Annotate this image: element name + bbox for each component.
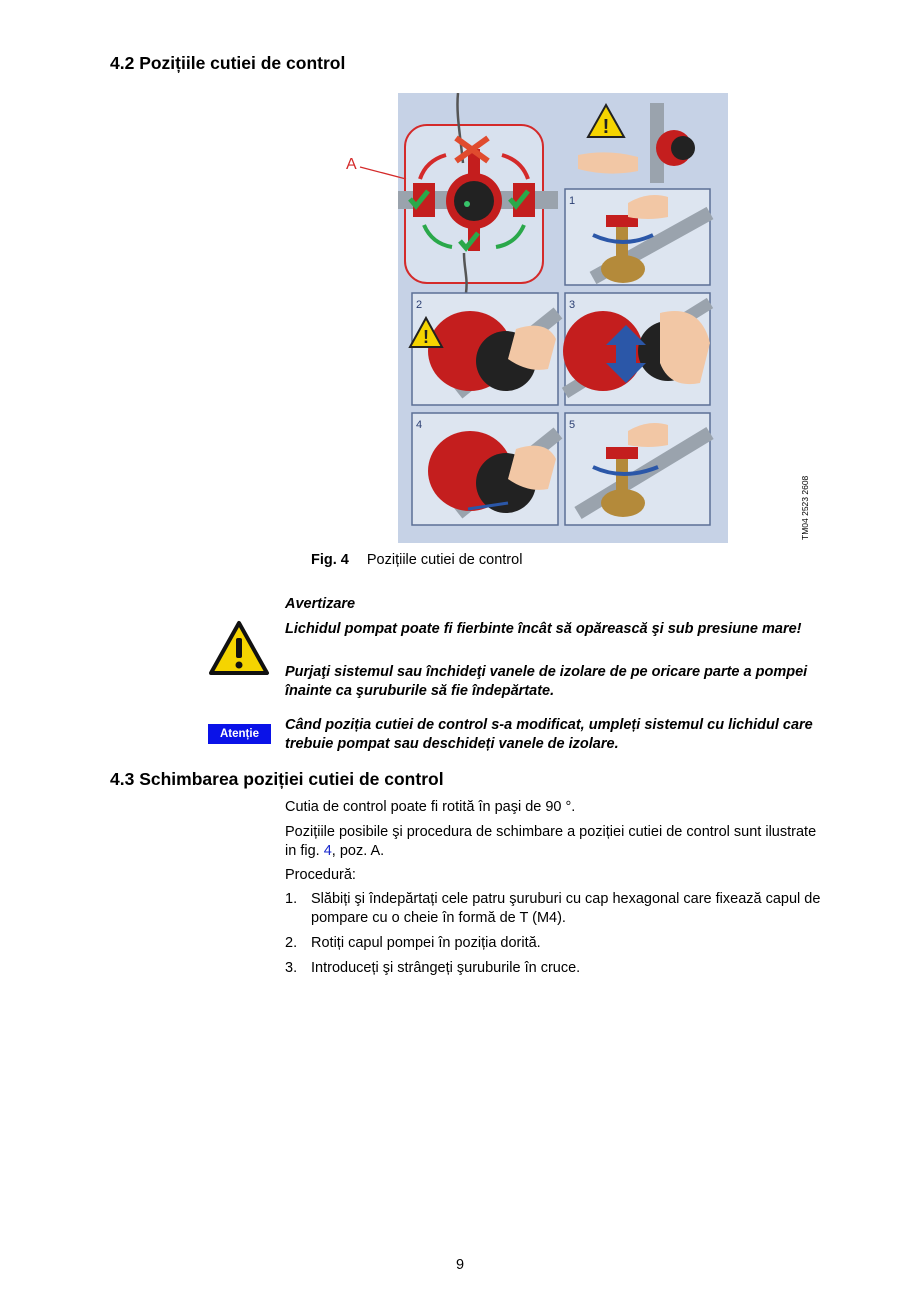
list-item-text: Rotiți capul pompei în poziția dorită. [311,935,541,951]
panel-number-3: 3 [569,299,576,311]
list-item [285,934,825,954]
panel-number-2: 2 [416,299,423,311]
warning-text-1: Lichidul pompat poate fi fierbinte încât să opărească şi sub presiune mare! [285,621,802,637]
page-number: 9 [455,1257,465,1273]
panel-number-1: 1 [569,195,576,207]
p2-text-before: Pozițiile posibile şi procedura de schimbare a poziției cutiei de control sunt ilustrate in fig. [285,824,817,859]
section-title-4-2: 4.2 Pozițiile cutiei de control [110,53,346,73]
step-panel-3 [563,293,710,405]
step-panel-5 [565,413,710,525]
step-panel-1 [565,189,710,285]
list-item-number: 2. [285,935,298,951]
p2-text-after: , poz. A. [331,843,385,859]
figure-code: TM04 2523 2608 [800,475,810,540]
body-paragraph-2 [285,823,825,861]
caution-text: Când poziția cutiei de control s-a modificat, umpleți sistemul cu lichidul care trebuie pompat sau deschideți vanele de izolare. [285,717,813,752]
svg-text:!: ! [602,116,610,138]
callout-line [358,162,408,182]
step-panel-2 [410,293,558,405]
section-title-4-3: 4.3 Schimbarea poziției cutiei de control [110,769,444,789]
warning-title: Avertizare [285,596,356,612]
list-item [285,959,825,979]
list-item [285,890,825,930]
caution-badge: Atenție [208,724,271,744]
figure-reference-link[interactable]: 4 [323,843,332,859]
figure-4-illustration [398,93,728,543]
body-paragraph-1: Cutia de control poate fi rotită în paşi de 90 °. [285,799,576,815]
step-panel-4 [412,413,558,525]
list-item-number: 3. [285,960,298,976]
caption-label: Fig. 4 [311,552,349,568]
svg-text:!: ! [423,327,429,347]
list-item-text: Introduceți şi strângeți şuruburile în cruce. [311,960,581,976]
panel-number-4: 4 [416,419,423,431]
panel-number-5: 5 [569,419,576,431]
list-item-number: 1. [285,891,298,907]
caption-text: Pozițiile cutiei de control [366,552,523,568]
callout-label-a: A [346,156,357,173]
warning-text-2: Purjaţi sistemul sau închideţi vanele de izolare de pe oricare parte a pompei înainte ca şuruburile să fie îndepărtate. [285,664,808,699]
warning-triangle-icon [208,620,270,676]
figure-caption [311,552,522,568]
procedure-label: Procedură: [285,867,356,883]
list-item-text: Slăbiți şi îndepărtați cele patru şuruburi cu cap hexagonal care fixează capul de pompare cu o cheie în formă de T (M4). [311,891,821,926]
